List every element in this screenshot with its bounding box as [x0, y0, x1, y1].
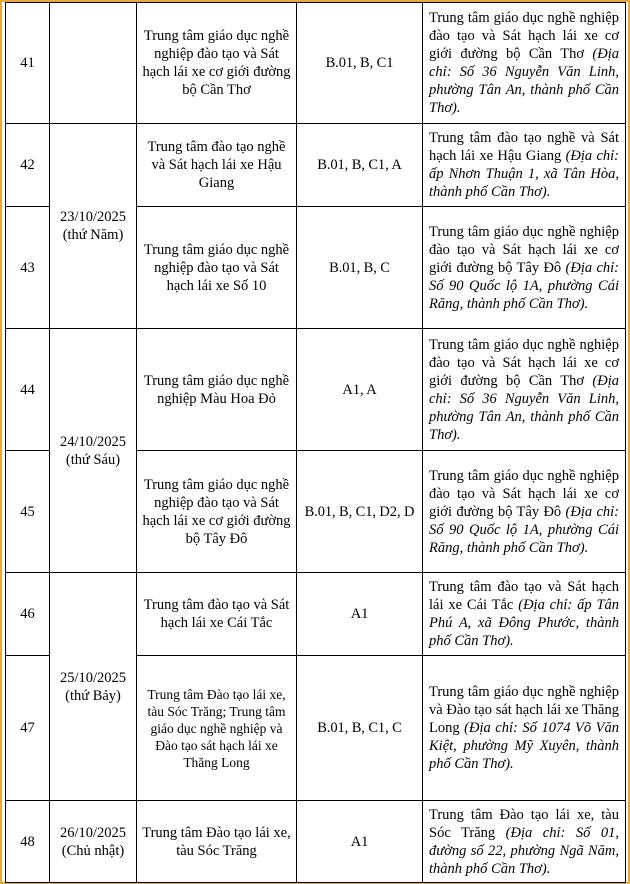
- exam-location: [423, 207, 626, 329]
- exam-location: [423, 573, 626, 656]
- table-row: [6, 3, 626, 124]
- license-classes: B.01, B, C1: [297, 3, 423, 124]
- date-value: 24/10/2025: [59, 433, 127, 450]
- license-classes: B.01, B, C: [297, 207, 423, 329]
- exam-date: [50, 573, 137, 801]
- location-address: (Địa chỉ: ấp Tân Phú A, xã Đông Phước, thành phố Cần Thơ).: [429, 597, 620, 649]
- exam-location: [423, 3, 626, 124]
- exam-location: [423, 124, 626, 207]
- location-name: Trung tâm đào tạo và Sát hạch lái xe Cái Tắc: [429, 579, 619, 613]
- training-center: Trung tâm giáo dục nghề nghiệp đào tạo và Sát hạch lái xe Số 10: [137, 207, 297, 329]
- weekday: (thứ Sáu): [65, 451, 121, 468]
- exam-location: [423, 451, 626, 573]
- row-number: 43: [6, 207, 50, 329]
- row-number: 46: [6, 573, 50, 656]
- training-center: Trung tâm đào tạo và Sát hạch lái xe Cái Tắc: [137, 573, 297, 656]
- license-classes: B.01, B, C1, D2, D: [297, 451, 423, 573]
- location-address: (Địa chỉ: Số 36 Nguyễn Văn Linh, phường Tân An, thành phố Cần Thơ).: [429, 372, 619, 443]
- location-name: Trung tâm giáo dục nghề nghiệp đào tạo và Sát hạch lái xe cơ giới đường bộ Tây Đô: [429, 223, 619, 276]
- row-number: 48: [6, 801, 50, 883]
- row-number: 45: [6, 451, 50, 573]
- date-value: 25/10/2025: [59, 669, 127, 686]
- weekday: (Chủ nhật): [61, 842, 125, 859]
- exam-location: [423, 329, 626, 451]
- training-center: Trung tâm giáo dục nghề nghiệp đào tạo và Sát hạch lái xe cơ giới đường bộ Cần Thơ: [137, 3, 297, 124]
- exam-schedule-table: [5, 2, 626, 883]
- location-name: Trung tâm giáo dục nghề nghiệp đào tạo và Sát hạch lái xe cơ giới đường bộ Tây Đô: [429, 467, 619, 520]
- exam-location: [423, 801, 626, 883]
- table-row: [6, 573, 626, 656]
- row-number: 44: [6, 329, 50, 451]
- date-value: 26/10/2025: [59, 824, 127, 841]
- row-number: 41: [6, 3, 50, 124]
- training-center: Trung tâm Đào tạo lái xe, tàu Sóc Trăng: [137, 801, 297, 883]
- location-name: Trung tâm giáo dục nghề nghiệp và Đào tạo sát hạch lái xe Thăng Long: [429, 684, 619, 736]
- location-address: (Địa chỉ: Số 01, đường số 22, phường Ngã Năm, thành phố Cần Thơ).: [429, 824, 619, 877]
- location-name: Trung tâm giáo dục nghề nghiệp đào tạo và Sát hạch lái xe cơ giới đường bộ Cần Thơ: [429, 336, 619, 389]
- location-address: (Địa chỉ: Số 90 Quốc lộ 1A, phường Cái Răng, thành phố Cần Thơ).: [429, 503, 619, 556]
- training-center: Trung tâm giáo dục nghề nghiệp đào tạo và Sát hạch lái xe cơ giới đường bộ Tây Đô: [137, 451, 297, 573]
- license-classes: B.01, B, C1, C: [297, 656, 423, 801]
- location-name: Trung tâm giáo dục nghề nghiệp đào tạo và Sát hạch lái xe cơ giới đường bộ Cần Thơ: [429, 10, 619, 62]
- location-address: (Địa chỉ: Số 36 Nguyễn Văn Linh, phường Tân An, thành phố Cần Thơ).: [429, 46, 619, 116]
- table-row: [6, 329, 626, 451]
- exam-date: [50, 329, 137, 573]
- row-number: 47: [6, 656, 50, 801]
- date-value: 23/10/2025: [59, 209, 127, 225]
- license-classes: A1: [297, 573, 423, 656]
- row-number: 42: [6, 124, 50, 207]
- license-classes: A1: [297, 801, 423, 883]
- training-center: Trung tâm đào tạo nghề và Sát hạch lái xe Hậu Giang: [137, 124, 297, 207]
- weekday: (thứ Năm): [62, 227, 124, 243]
- weekday: (thứ Bảy): [65, 687, 121, 704]
- location-name: Trung tâm Đào tạo lái xe, tàu Sóc Trăng: [429, 806, 619, 841]
- location-address: (Địa chỉ: Số 1074 Võ Văn Kiệt, phường Mỹ Xuyên, thành phố Cần Thơ).: [429, 720, 620, 772]
- exam-date: [50, 124, 137, 329]
- exam-location: [423, 656, 626, 801]
- training-center: Trung tâm Đào tạo lái xe, tàu Sóc Trăng; Trung tâm giáo dục nghề nghiệp và Đào tạo sát hạch lái xe Thăng Long: [137, 656, 297, 801]
- location-address: (Địa chỉ: ấp Nhơn Thuận 1, xã Tân Hòa, thành phố Cần Thơ).: [429, 148, 619, 200]
- exam-date: [50, 801, 137, 883]
- training-center: Trung tâm giáo dục nghề nghiệp Màu Hoa Đỏ: [137, 329, 297, 451]
- license-classes: B.01, B, C1, A: [297, 124, 423, 207]
- location-address: (Địa chỉ: Số 90 Quốc lộ 1A, phường Cái Răng, thành phố Cần Thơ).: [429, 259, 619, 312]
- table-row: [6, 801, 626, 883]
- license-classes: A1, A: [297, 329, 423, 451]
- location-name: Trung tâm đào tạo nghề và Sát hạch lái xe Hậu Giang: [429, 130, 619, 164]
- table-row: [6, 124, 626, 207]
- date-cell-empty: [50, 3, 137, 124]
